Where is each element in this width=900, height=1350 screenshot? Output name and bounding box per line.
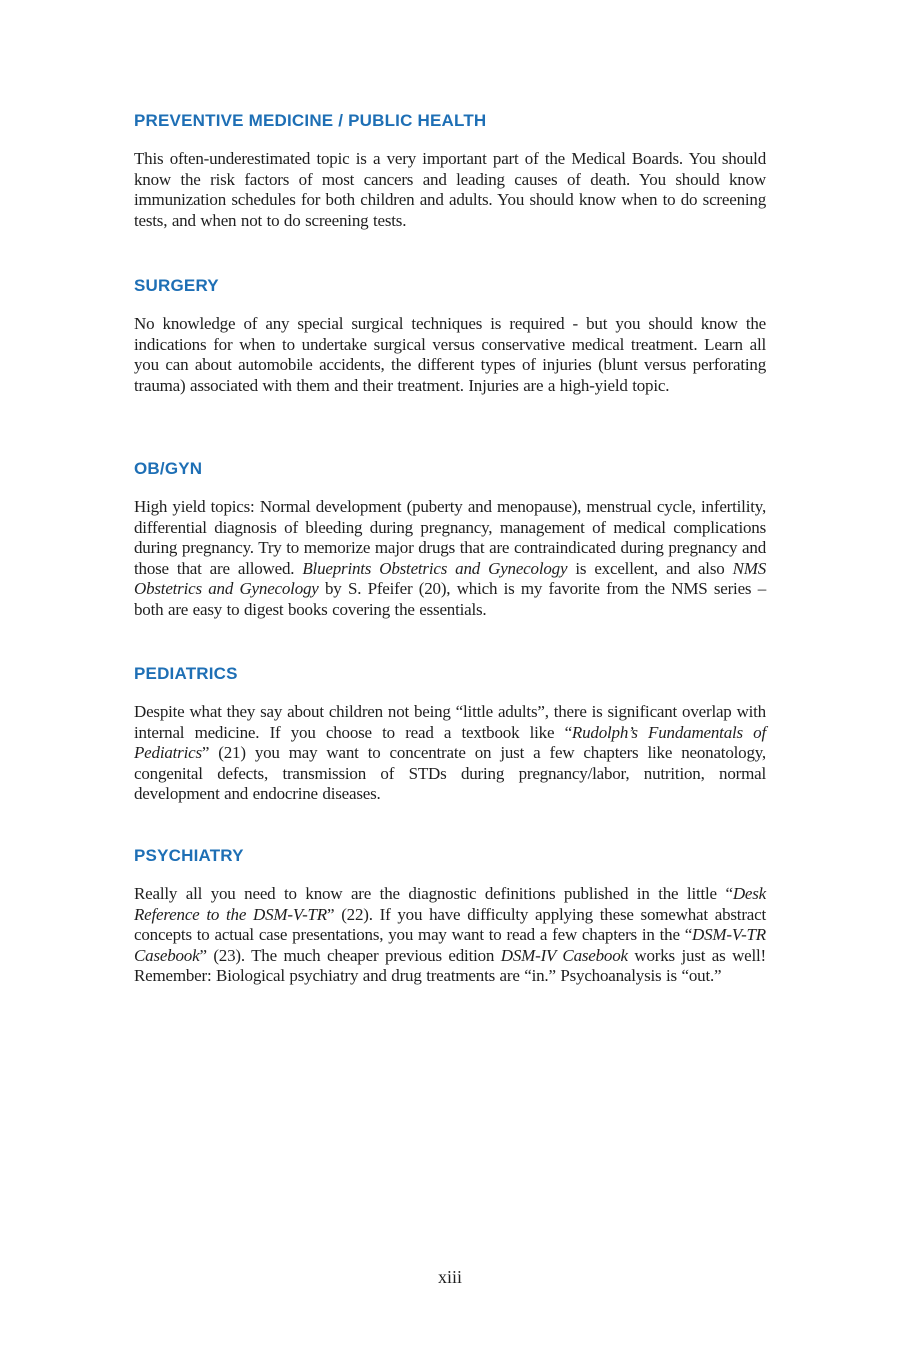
section-pediatrics bbox=[134, 664, 766, 805]
section-heading-surgery: SURGERY bbox=[134, 276, 219, 295]
section-paragraph-pediatrics: Despite what they say about children not being “little adults”, there is significant overlap with internal medicine. If you choose to read a textbook like “Rudolph’s Fundamentals of Pediatrics” (21) you may want to concentrate on just a few chapters like neonatology, congenital defects, transmission of STDs during pregnancy/labor, nutrition, normal development and endocrine diseases. bbox=[134, 702, 766, 803]
section-heading-obgyn: OB/GYN bbox=[134, 459, 203, 478]
section-psychiatry bbox=[134, 846, 766, 987]
section-heading-pediatrics: PEDIATRICS bbox=[134, 664, 238, 683]
section-heading-psychiatry: PSYCHIATRY bbox=[134, 846, 244, 865]
section-preventive-medicine-public-health bbox=[134, 111, 766, 231]
section-surgery bbox=[134, 276, 766, 396]
section-paragraph-obgyn: High yield topics: Normal development (puberty and menopause), menstrual cycle, infertility, differential diagnosis of bleeding during pregnancy, management of medical complications during pregnancy. Try to memorize major drugs that are contraindicated during pregnancy and those that are allowed. Blueprints Obstetrics and Gynecology is excellent, and also NMS Obstetrics and Gynecology by S. Pfeifer (20), which is my favorite from the NMS series – both are easy to digest books covering the essentials. bbox=[134, 497, 766, 619]
section-heading-preventive-medicine: PREVENTIVE MEDICINE / PUBLIC HEALTH bbox=[134, 111, 487, 130]
section-obgyn bbox=[134, 459, 766, 620]
section-paragraph-preventive-medicine: This often-underestimated topic is a very important part of the Medical Boards. You should know the risk factors of most cancers and leading causes of death. You should know immunization schedules for both children and adults. You should know when to do screening tests, and when not to do screening tests. bbox=[134, 149, 766, 230]
section-paragraph-surgery: No knowledge of any special surgical techniques is required - but you should know the indications for when to undertake surgical versus conservative medical treatment. Learn all you can about automobile accidents, the different types of injuries (blunt versus perforating trauma) associated with them and their treatment. Injuries are a high-yield topic. bbox=[134, 314, 766, 395]
page-number: xiii bbox=[437, 1267, 462, 1287]
section-paragraph-psychiatry: Really all you need to know are the diagnostic definitions published in the little “Desk Reference to the DSM-V-TR” (22). If you have difficulty applying these somewhat abstract concepts to actual case presentations, you may want to read a few chapters in the “DSM-V-TR Casebook” (23). The much cheaper previous edition DSM-IV Casebook works just as well! Remember: Biological psychiatry and drug treatments are “in.” Psychoanalysis is “out.” bbox=[134, 884, 767, 985]
